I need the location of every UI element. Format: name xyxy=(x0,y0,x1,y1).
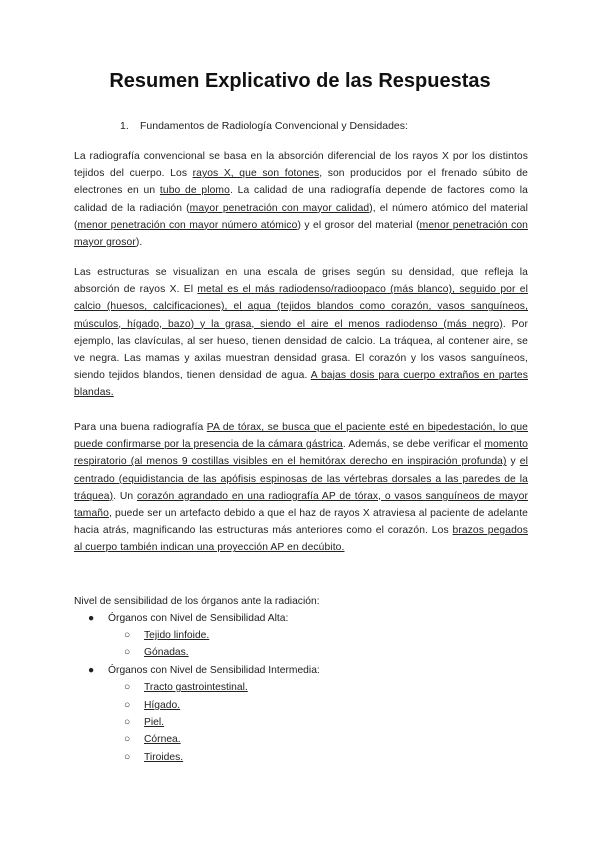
organ-label: Tracto gastrointestinal. xyxy=(144,682,248,693)
organ-label: Piel. xyxy=(144,717,165,728)
section-number: 1. xyxy=(120,120,129,132)
organ-label: Tiroides. xyxy=(144,752,184,763)
circle-bullet-icon: ○ xyxy=(124,700,131,711)
organ-item xyxy=(124,682,248,693)
underlined-text: mayor penetración con mayor calidad xyxy=(189,202,370,214)
organ-item xyxy=(124,734,181,745)
text-segment: , puede ser un artefacto debido a que el haz de rayos X atraviesa al paciente de adelante hacia atrás, magnificando las estructuras más anteriores como el corazón. Los xyxy=(74,508,528,537)
underlined-text: tubo de plomo xyxy=(159,185,230,197)
organ-item xyxy=(124,647,189,658)
paragraph-chest-xray xyxy=(74,419,528,557)
organ-item xyxy=(124,630,210,641)
paragraph-radiography-basics xyxy=(74,148,528,251)
bullet-icon: ● xyxy=(88,613,95,624)
text-segment: La radiografía convencional se basa en la absorción diferencial de los rayos X por los distintos tejidos del cuerpo. Los xyxy=(74,151,528,180)
circle-bullet-icon: ○ xyxy=(124,734,131,745)
section-title: Fundamentos de Radiología Convencional y Densidades: xyxy=(140,120,408,132)
organ-label: Hígado. xyxy=(144,700,181,711)
group-label: Órganos con Nivel de Sensibilidad Alta: xyxy=(108,613,289,624)
text-segment: ) y el grosor del material ( xyxy=(297,219,420,231)
underlined-text: menor penetración con mayor número atómico xyxy=(77,219,298,231)
text-segment: ). xyxy=(135,237,143,249)
underlined-text: momento respiratorio (al menos 9 costillas visibles en el hemitórax derecho en inspiración profunda) xyxy=(74,439,528,468)
organ-item xyxy=(124,717,165,728)
text-segment: . Además, se debe verificar el xyxy=(342,439,485,451)
organ-label: Córnea. xyxy=(144,734,181,745)
text-segment: , son producidos por el frenado súbito de electrones en un xyxy=(74,168,528,197)
text-segment: y xyxy=(506,456,520,468)
text-segment: Para una buena radiografía xyxy=(74,422,207,433)
circle-bullet-icon: ○ xyxy=(124,717,131,728)
text-segment: . Por ejemplo, las clavículas, al ser hueso, tienen densidad de calcio. La tráquea, al contener aire, se ve negra. Las mamas y axilas muestran densidad grasa. El corazón y los vasos sanguíneos, siendo tejidos blandos, tienen densidad de agua. xyxy=(74,318,528,382)
sensitivity-group xyxy=(88,665,320,676)
underlined-text: brazos pegados al cuerpo también indican una proyección AP en decúbito. xyxy=(74,525,528,554)
organ-label: Tejido linfoide. xyxy=(144,630,210,641)
circle-bullet-icon: ○ xyxy=(124,630,131,641)
group-label: Órganos con Nivel de Sensibilidad Intermedia: xyxy=(108,665,320,676)
sensitivity-group xyxy=(88,613,289,624)
sensitivity-heading: Nivel de sensibilidad de los órganos ante la radiación: xyxy=(74,596,320,607)
text-segment: . La calidad de una radiografía depende de factores como la calidad de la radiación ( xyxy=(74,185,528,214)
organ-item xyxy=(124,700,181,711)
paragraph-densities xyxy=(74,264,528,402)
circle-bullet-icon: ○ xyxy=(124,752,131,763)
underlined-text: corazón agrandado en una radiografía AP de tórax, o vasos sanguíneos de mayor tamaño xyxy=(74,490,528,520)
underlined-text: rayos X, que son fotones xyxy=(192,168,320,180)
underlined-text: metal es el más radiodenso/radioopaco (más blanco), seguido por el calcio (huesos, calcificaciones), el agua (tejidos blandos como corazón, vasos sanguíneos, músculos, hígado, bazo) y la grasa, siendo el aire el menos radiodenso (más negro) xyxy=(74,284,528,330)
text-segment: Las estructuras se visualizan en una escala de grises según su densidad, que refleja la absorción de rayos X. El xyxy=(74,267,528,296)
underlined-text: PA de tórax, se busca que el paciente esté en bipedestación, lo que puede confirmarse por la presencia de la cámara gástrica xyxy=(74,422,528,451)
underlined-text: A bajas dosis para cuerpo extraños en partes blandas. xyxy=(74,370,528,399)
organ-label: Gónadas. xyxy=(144,647,189,658)
text-segment: . Un xyxy=(113,490,137,502)
underlined-text: el centrado (equidistancia de las apófisis espinosas de las vértebras dorsales a las paredes de la tráquea) xyxy=(74,456,529,502)
circle-bullet-icon: ○ xyxy=(124,647,131,658)
document-title: Resumen Explicativo de las Respuestas xyxy=(109,70,491,92)
bullet-icon: ● xyxy=(88,665,95,676)
circle-bullet-icon: ○ xyxy=(124,682,131,693)
underlined-text: menor penetración con mayor grosor xyxy=(74,219,528,249)
organ-item xyxy=(124,752,184,763)
text-segment: ), el número atómico del material ( xyxy=(74,202,528,231)
